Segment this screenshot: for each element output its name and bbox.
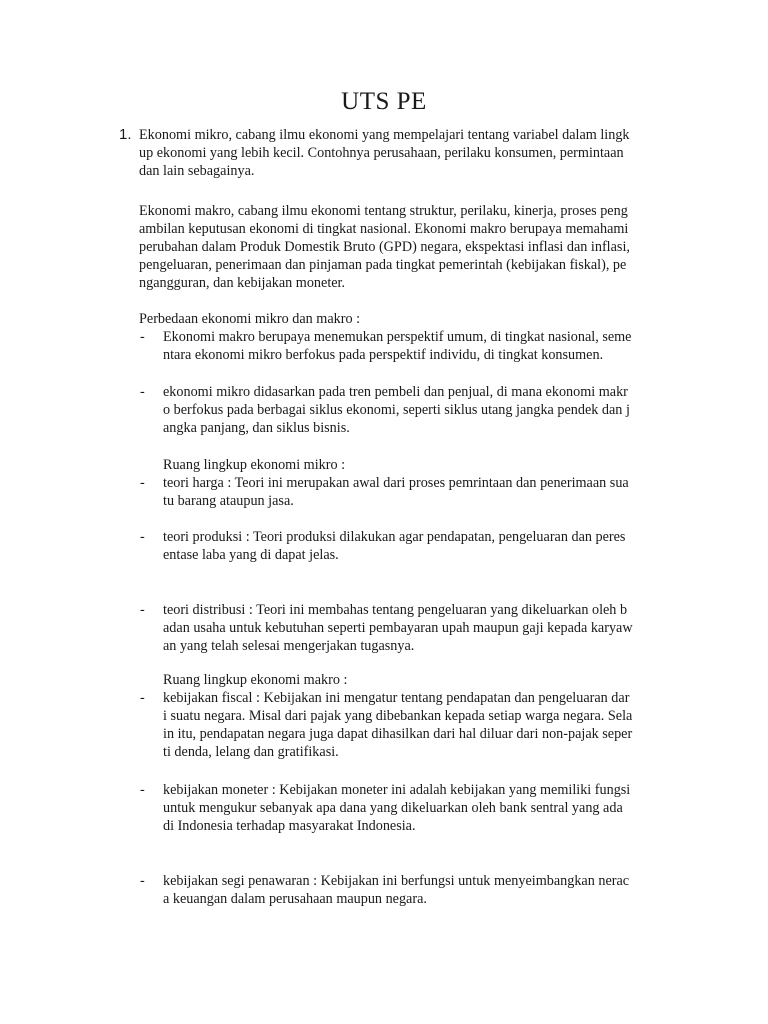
bullet-dash: - — [140, 873, 145, 889]
bullet-dash: - — [140, 690, 145, 706]
document-title: UTS PE — [341, 88, 427, 115]
heading-ruang-lingkup-mikro: Ruang lingkup ekonomi mikro : — [163, 457, 346, 473]
bullet-teori-produksi: teori produksi : Teori produksi dilakukan agar pendapatan, pengeluaran dan peres entase laba yang di dapat jelas. — [163, 529, 626, 563]
bullet-teori-distribusi: teori distribusi : Teori ini membahas tentang pengeluaran yang dikeluarkan oleh b adan usaha untuk kebutuhan seperti pembayaran upah maupun gaji kepada karyaw an yang telah selesai mengerjakan tugasnya. — [163, 602, 633, 654]
heading-ruang-lingkup-makro: Ruang lingkup ekonomi makro : — [163, 672, 348, 688]
bullet-teori-harga: teori harga : Teori ini merupakan awal dari proses pemrintaan dan penerimaan sua tu barang ataupun jasa. — [163, 475, 629, 509]
bullet-kebijakan-segi-penawaran: kebijakan segi penawaran : Kebijakan ini berfungsi untuk menyeimbangkan nerac a keuangan dalam perusahaan maupun negara. — [163, 873, 630, 907]
bullet-kebijakan-moneter: kebijakan moneter : Kebijakan moneter ini adalah kebijakan yang memiliki fungsi untuk mengukur sebanyak apa dana yang dikeluarkan oleh bank sentral yang ada di Indonesia terhadap masyarakat Indonesia. — [163, 782, 631, 834]
bullet-dash: - — [140, 329, 145, 345]
list-number: 1. — [119, 126, 132, 143]
bullet-perbedaan-2: ekonomi mikro didasarkan pada tren pembeli dan penjual, di mana ekonomi makr o berfokus pada berbagai siklus ekonomi, seperti siklus utang jangka pendek dan j angka panjang, dan siklus bisnis. — [163, 384, 630, 436]
bullet-perbedaan-1: Ekonomi makro berupaya menemukan perspektif umum, di tingkat nasional, seme ntara ekonomi mikro berfokus pada perspektif individu, di tingkat konsumen. — [163, 329, 632, 363]
bullet-dash: - — [140, 475, 145, 491]
bullet-dash: - — [140, 384, 145, 400]
bullet-kebijakan-fiscal: kebijakan fiscal : Kebijakan ini mengatur tentang pendapatan dan pengeluaran dar i suatu negara. Misal dari pajak yang dibebankan kepada setiap warga negara. Sela in itu, pendapatan negara juga dapat dihasilkan dari hal diluar dari non-pajak seper ti denda, lelang dan gratifikasi. — [163, 690, 633, 760]
heading-perbedaan: Perbedaan ekonomi mikro dan makro : — [139, 311, 361, 327]
bullet-dash: - — [140, 602, 145, 618]
bullet-dash: - — [140, 529, 145, 545]
paragraph-ekonomi-mikro: Ekonomi mikro, cabang ilmu ekonomi yang mempelajari tentang variabel dalam lingk up ekonomi yang lebih kecil. Contohnya perusahaan, perilaku konsumen, permintaan dan lain sebagainya. — [139, 127, 630, 179]
bullet-dash: - — [140, 782, 145, 798]
paragraph-ekonomi-makro: Ekonomi makro, cabang ilmu ekonomi tentang struktur, perilaku, kinerja, proses peng ambilan keputusan ekonomi di tingkat nasional. Ekonomi makro berupaya memahami perubahan dalam Produk Domestik Bruto (GPD) negara, ekspektasi inflasi dan inflasi, pengeluaran, penerimaan dan pinjaman pada tingkat pemerintah (kebijakan fiskal), pe ngangguran, dan kebijakan moneter. — [139, 203, 630, 291]
